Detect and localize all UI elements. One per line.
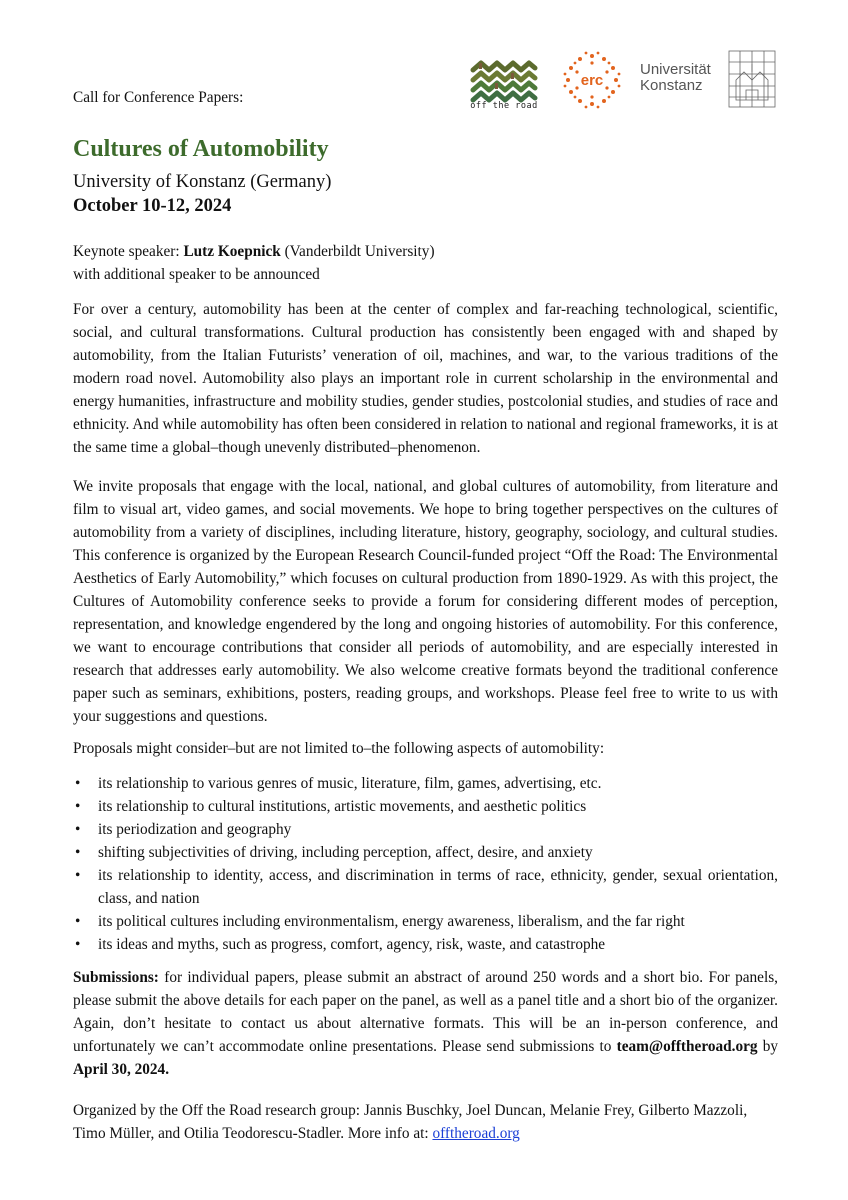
website-link[interactable]: offtheroad.org [432,1125,520,1142]
organizers-text: Organized by the Off the Road research group: Jannis Buschky, Joel Duncan, Melanie Frey, Gilberto Mazzoli, Timo Müller, and Otilia Teodorescu-Stadler. More info at: [73,1102,748,1142]
bullet-icon: • [75,844,81,861]
list-item: • its relationship to various genres of music, literature, film, games, advertising, etc. [73,772,778,795]
list-item: • its relationship to cultural institutions, artistic movements, and aesthetic politics [73,795,778,818]
bullet-icon: • [75,867,81,884]
call-for-papers-label: Call for Conference Papers: [73,89,244,106]
bullet-icon: • [75,821,81,838]
list-item: • its ideas and myths, such as progress, comfort, agency, risk, waste, and catastrophe [73,933,778,956]
submissions-label: Submissions: [73,969,159,986]
aspects-list [73,772,778,956]
university-line1: Universität [640,61,711,78]
list-item: • shifting subjectivities of driving, including perception, affect, desire, and anxiety [73,841,778,864]
submissions-paragraph [73,966,778,1081]
submissions-text: for individual papers, please submit an abstract of around 250 words and a short bio. For panels, please submit the above details for each paper on the panel, as well as a panel title and a short bio of the organizer. Again, don’t hesitate to contact us about alternative formats. This will be an in-person conference, and unfortunately we can’t accommodate online presentations. Please send submissions to [73,969,778,1055]
keynote-block [73,240,773,286]
conference-venue: University of Konstanz (Germany) [73,172,332,192]
university-seal-icon [728,50,776,108]
erc-text: erc [580,72,604,89]
bullet-icon: • [75,798,81,815]
keynote-affiliation: (Vanderbildt University) [280,243,435,260]
submission-email[interactable]: team@offtheroad.org [616,1038,758,1055]
intro-paragraph: For over a century, automobility has been at the center of complex and far-reaching technological, scientific, social, and cultural transformations. Cultural production has consistently been engaged with and shaped by automobility, from the Italian Futurists’ veneration of oil, machines, and war, to the various traditions of the modern road novel. Automobility also plays an important role in current scholarship in the environmental and energy humanities, infrastructure and mobility studies, gender studies, postcolonial studies, and studies of race and ethnicity. And while automobility has often been considered in relation to national and regional frameworks, it is at the same time a global–though unevenly distributed–phenomenon. [73,301,778,456]
list-item: • its political cultures including environmentalism, energy awareness, liberalism, and the far right [73,910,778,933]
invite-paragraph: We invite proposals that engage with the local, national, and global cultures of automobility, from literature and film to visual art, video games, and social movements. We hope to bring together perspectives on the cultures of automobility from a variety of disciplines, including literature, history, geography, sociology, and cultural studies. This conference is organized by the European Research Council-funded project “Off the Road: The Environmental Aesthetics of Early Automobility,” which focuses on cultural production from 1890-1929. As with this project, the Cultures of Automobility conference seeks to provide a forum for considering different modes of perception, representation, and knowledge engendered by the long and ongoing histories of automobility. For this conference, we want to encourage contributions that consider all periods of automobility, and are especially interested in research that addresses early automobility. We also welcome creative formats beyond the traditional conference paper such as seminars, exhibitions, posters, reading groups, and workshops. Please feel free to write to us with your suggestions and questions. [73,478,778,725]
off-the-road-caption: off the road [470,101,538,111]
bullet-icon: • [75,775,81,792]
keynote-line [73,240,773,263]
university-konstanz-logo-text [640,62,711,94]
submissions-by: by [757,1038,779,1055]
bullet-icon: • [75,936,81,953]
erc-logo [562,50,622,110]
list-item: • its relationship to identity, access, and discrimination in terms of race, ethnicity, gender, sexual orientation, class, and nation [73,864,778,910]
conference-dates: October 10-12, 2024 [73,196,232,216]
keynote-additional: with additional speaker to be announced [73,266,320,283]
aspects-intro: Proposals might consider–but are not limited to–the following aspects of automobility: [73,740,605,757]
keynote-speaker-name: Lutz Koepnick [183,243,281,260]
keynote-prefix: Keynote speaker: [73,243,184,260]
organizers-paragraph [73,1099,778,1145]
submission-deadline: April 30, 2024. [73,1061,170,1078]
conference-title: Cultures of Automobility [73,136,329,162]
university-line2: Konstanz [640,77,703,94]
bullet-icon: • [75,913,81,930]
list-item: • its periodization and geography [73,818,778,841]
